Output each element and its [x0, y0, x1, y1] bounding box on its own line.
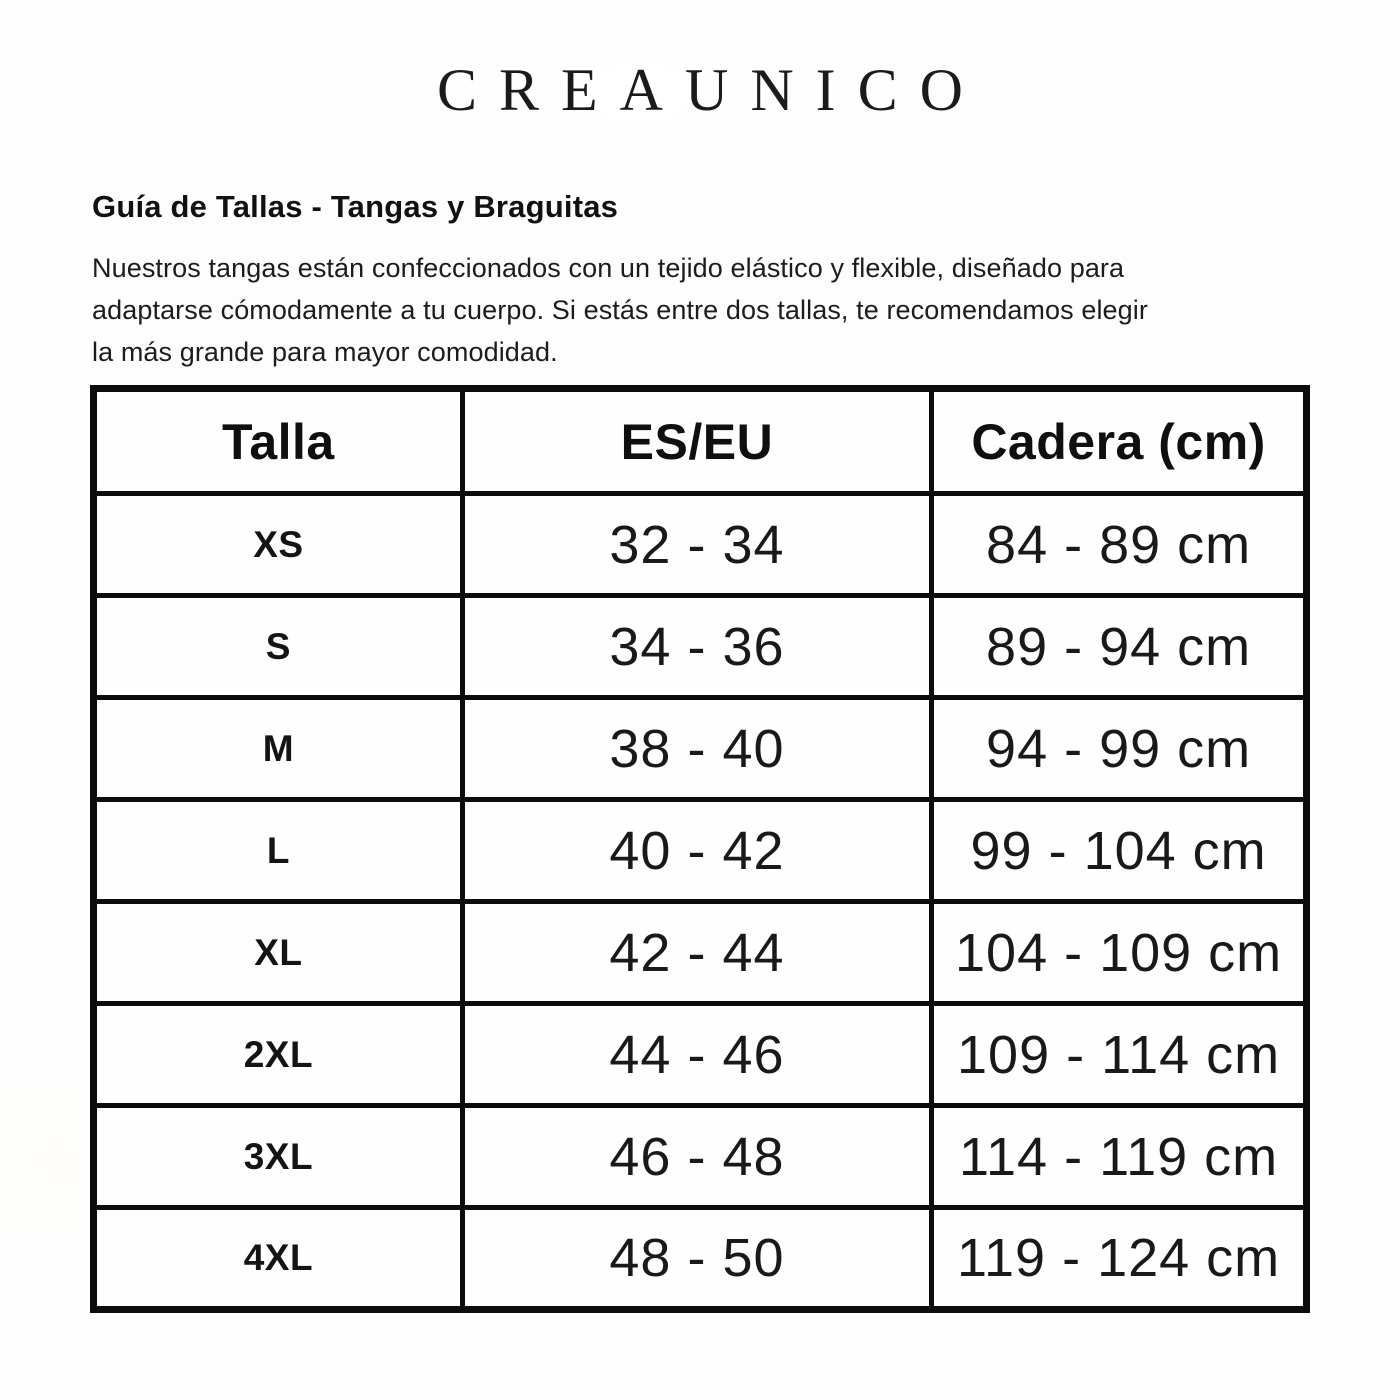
size-label-cell: 2XL: [94, 1004, 463, 1106]
intro-paragraph-line: adaptarse cómodamente a tu cuerpo. Si estás entre dos tallas, te recomendamos elegir: [92, 295, 1148, 325]
intro-paragraph-line: la más grande para mayor comodidad.: [92, 337, 558, 367]
cadera-range-cell: 109 - 114 cm: [932, 1004, 1307, 1106]
es-eu-range-cell: 38 - 40: [462, 698, 931, 800]
table-row: [94, 1106, 1307, 1208]
size-table-body: [94, 494, 1307, 1310]
es-eu-range-cell: 40 - 42: [462, 800, 931, 902]
cadera-range-cell: 89 - 94 cm: [932, 596, 1307, 698]
column-header-cadera: Cadera (cm): [932, 389, 1307, 494]
cadera-range-cell: 99 - 104 cm: [932, 800, 1307, 902]
column-header-es-eu: ES/EU: [462, 389, 931, 494]
es-eu-range-cell: 42 - 44: [462, 902, 931, 1004]
table-row: [94, 902, 1307, 1004]
table-row: [94, 494, 1307, 596]
table-row: [94, 1208, 1307, 1310]
es-eu-range-cell: 46 - 48: [462, 1106, 931, 1208]
size-label-cell: M: [94, 698, 463, 800]
size-label-cell: S: [94, 596, 463, 698]
cadera-range-cell: 94 - 99 cm: [932, 698, 1307, 800]
table-header-row: [94, 389, 1307, 494]
column-header-talla: Talla: [94, 389, 463, 494]
cadera-range-cell: 114 - 119 cm: [932, 1106, 1307, 1208]
table-row: [94, 1004, 1307, 1106]
table-row: [94, 596, 1307, 698]
size-table: [90, 385, 1310, 1313]
size-label-cell: 3XL: [94, 1106, 463, 1208]
es-eu-range-cell: 44 - 46: [462, 1004, 931, 1106]
size-label-cell: XL: [94, 902, 463, 1004]
size-label-cell: XS: [94, 494, 463, 596]
cadera-range-cell: 119 - 124 cm: [932, 1208, 1307, 1310]
brand-logo: CREAUNICO: [436, 57, 985, 123]
table-row: [94, 698, 1307, 800]
size-label-cell: L: [94, 800, 463, 902]
intro-paragraph: [92, 247, 1310, 373]
page-title: Guía de Tallas - Tangas y Braguitas: [92, 189, 619, 224]
es-eu-range-cell: 32 - 34: [462, 494, 931, 596]
size-label-cell: 4XL: [94, 1208, 463, 1310]
cadera-range-cell: 84 - 89 cm: [932, 494, 1307, 596]
cadera-range-cell: 104 - 109 cm: [932, 902, 1307, 1004]
intro-paragraph-line: Nuestros tangas están confeccionados con un tejido elástico y flexible, diseñado para: [92, 253, 1125, 283]
es-eu-range-cell: 48 - 50: [462, 1208, 931, 1310]
es-eu-range-cell: 34 - 36: [462, 596, 931, 698]
table-row: [94, 800, 1307, 902]
